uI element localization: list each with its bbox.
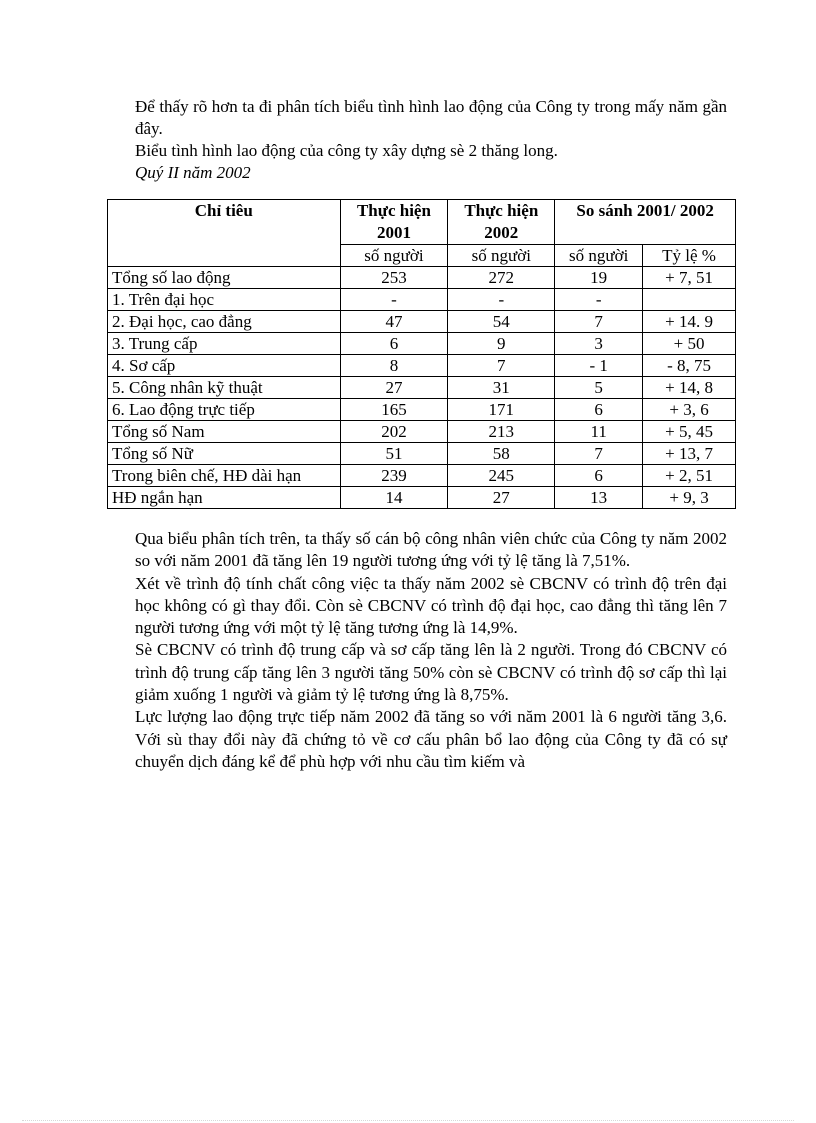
header-compare: So sánh 2001/ 2002 — [555, 200, 736, 245]
cell-diff: - 1 — [555, 355, 643, 377]
header-2002: Thực hiện 2002 — [448, 200, 555, 245]
table-row — [108, 289, 736, 311]
table-row — [108, 399, 736, 421]
table-row — [108, 355, 736, 377]
cell-2001: 47 — [340, 311, 448, 333]
cell-2001: 239 — [340, 465, 448, 487]
cell-2002: 27 — [448, 487, 555, 509]
subheader-people-diff: số người — [555, 245, 643, 267]
cell-ratio: + 2, 51 — [643, 465, 736, 487]
header-2001: Thực hiện 2001 — [340, 200, 448, 245]
table-row — [108, 465, 736, 487]
row-label: Tổng số lao động — [108, 267, 341, 289]
cell-diff: 11 — [555, 421, 643, 443]
cell-ratio: + 3, 6 — [643, 399, 736, 421]
row-label: Trong biên chế, HĐ dài hạn — [108, 465, 341, 487]
table-row — [108, 421, 736, 443]
row-label: 6. Lao động trực tiếp — [108, 399, 341, 421]
cell-2001: 27 — [340, 377, 448, 399]
row-label: HĐ ngắn hạn — [108, 487, 341, 509]
table-row — [108, 267, 736, 289]
cell-diff: 7 — [555, 311, 643, 333]
cell-2002: 171 — [448, 399, 555, 421]
analysis-section — [135, 528, 727, 773]
cell-diff: 5 — [555, 377, 643, 399]
row-label: 5. Công nhân kỹ thuật — [108, 377, 341, 399]
subheader-people-2001: số người — [340, 245, 448, 267]
table-row — [108, 333, 736, 355]
table-caption: Quý II năm 2002 — [135, 163, 251, 182]
cell-ratio: + 14, 8 — [643, 377, 736, 399]
analysis-paragraph-3: Sè CBCNV có trình độ trung cấp và sơ cấp tăng lên là 2 người. Trong đó CBCNV có trình độ trung cấp tăng lên 3 người tăng 50% còn sè CBCNV có trình độ sơ cấp thì lại giảm xuống 1 người và giảm tỷ lệ tương ứng là 8,75%. — [135, 640, 727, 705]
cell-2002: 58 — [448, 443, 555, 465]
cell-diff: 6 — [555, 465, 643, 487]
cell-diff: 7 — [555, 443, 643, 465]
table-row — [108, 311, 736, 333]
cell-2002: 7 — [448, 355, 555, 377]
table-row — [108, 487, 736, 509]
row-label: Tổng số Nữ — [108, 443, 341, 465]
intro-section — [135, 96, 727, 184]
cell-2001: 165 — [340, 399, 448, 421]
cell-2001: 14 — [340, 487, 448, 509]
analysis-paragraph-4: Lực lượng lao động trực tiếp năm 2002 đã tăng so với năm 2001 là 6 người tăng 3,6. Với sù thay đổi này đã chứng tỏ về cơ cấu phân bổ lao động của Công ty đã có sự chuyển dịch đáng kể để phù hợp với nhu cầu tìm kiếm và — [135, 707, 727, 771]
row-label: 3. Trung cấp — [108, 333, 341, 355]
cell-2001: 253 — [340, 267, 448, 289]
cell-2001: 202 — [340, 421, 448, 443]
table-row — [108, 377, 736, 399]
cell-ratio: - 8, 75 — [643, 355, 736, 377]
cell-2002: 272 — [448, 267, 555, 289]
labor-table — [107, 199, 736, 509]
row-label: 4. Sơ cấp — [108, 355, 341, 377]
cell-diff: - — [555, 289, 643, 311]
cell-diff: 13 — [555, 487, 643, 509]
row-label: Tổng số Nam — [108, 421, 341, 443]
cell-2002: 245 — [448, 465, 555, 487]
cell-2001: - — [340, 289, 448, 311]
table-title: Biểu tình hình lao động của công ty xây dựng sè 2 thăng long. — [135, 141, 558, 160]
subheader-ratio: Tỷ lệ % — [643, 245, 736, 267]
analysis-paragraph-1: Qua biểu phân tích trên, ta thấy số cán bộ công nhân viên chức của Công ty năm 2002 so với năm 2001 đã tăng lên 19 người tương ứng với tỷ lệ tăng là 7,51%. — [135, 529, 727, 571]
cell-2001: 8 — [340, 355, 448, 377]
cell-diff: 3 — [555, 333, 643, 355]
cell-ratio: + 50 — [643, 333, 736, 355]
cell-2002: - — [448, 289, 555, 311]
cell-ratio: + 7, 51 — [643, 267, 736, 289]
analysis-paragraph-2: Xét về trình độ tính chất công việc ta thấy năm 2002 sè CBCNV có trình độ trên đại học không có gì thay đổi. Còn sè CBCNV có trình độ đại học, cao đẳng thì tăng lên 7 người tương ứng với một tỷ lệ tăng tương ứng là 14,9%. — [135, 573, 727, 638]
cell-2002: 31 — [448, 377, 555, 399]
cell-diff: 19 — [555, 267, 643, 289]
cell-diff: 6 — [555, 399, 643, 421]
page-bottom-divider — [22, 1120, 794, 1121]
table-row — [108, 443, 736, 465]
row-label: 2. Đại học, cao đẳng — [108, 311, 341, 333]
table-header-row — [108, 200, 736, 245]
cell-2001: 6 — [340, 333, 448, 355]
header-indicator: Chỉ tiêu — [108, 200, 341, 267]
cell-ratio: + 5, 45 — [643, 421, 736, 443]
cell-2002: 9 — [448, 333, 555, 355]
cell-ratio — [643, 289, 736, 311]
subheader-people-2002: số người — [448, 245, 555, 267]
cell-ratio: + 9, 3 — [643, 487, 736, 509]
cell-2002: 213 — [448, 421, 555, 443]
intro-paragraph: Để thấy rõ hơn ta đi phân tích biểu tình hình lao động của Công ty trong mấy năm gần đây. — [135, 97, 727, 138]
cell-ratio: + 14. 9 — [643, 311, 736, 333]
row-label: 1. Trên đại học — [108, 289, 341, 311]
cell-2001: 51 — [340, 443, 448, 465]
cell-ratio: + 13, 7 — [643, 443, 736, 465]
cell-2002: 54 — [448, 311, 555, 333]
